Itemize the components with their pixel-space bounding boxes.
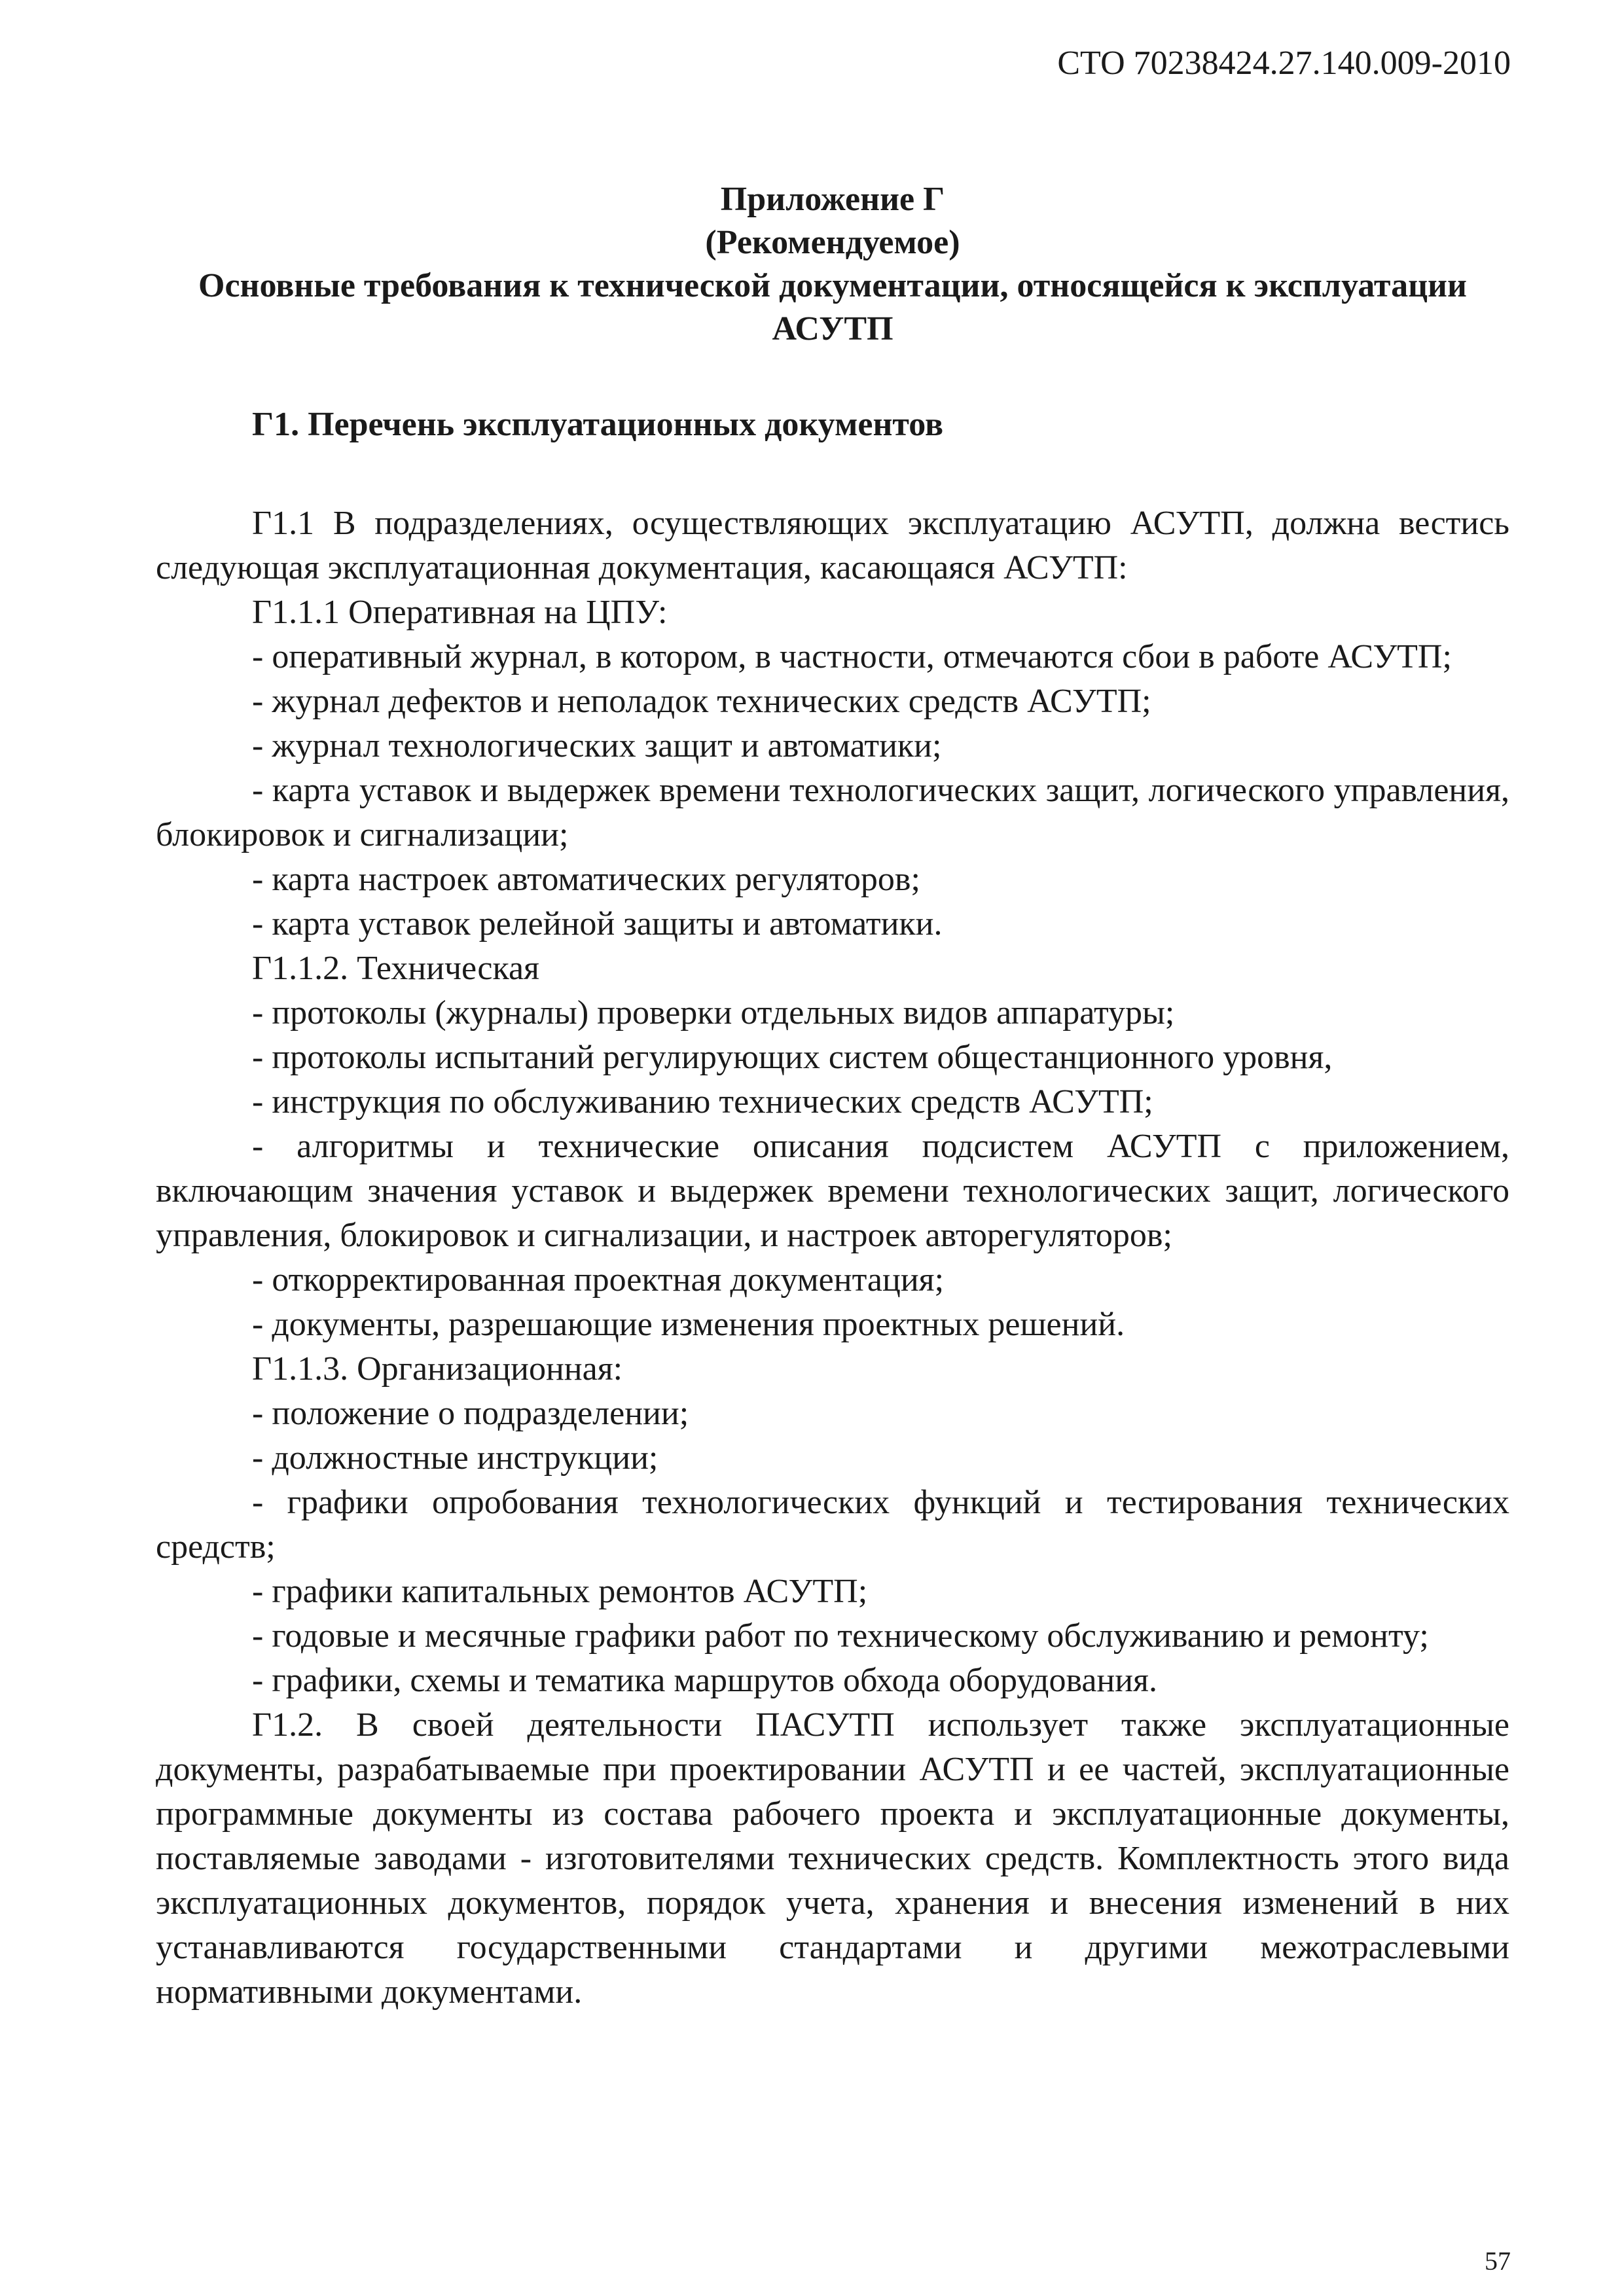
appendix-status: (Рекомендуемое) bbox=[705, 224, 960, 261]
appendix-title bbox=[156, 178, 1509, 351]
document-body bbox=[156, 403, 1509, 2015]
list-item: - журнал технологических защит и автоматики; bbox=[252, 727, 942, 764]
paragraph: Г1.1 В подразделениях, осуществляющих эксплуатацию АСУТП, должна вестись следующая эксплуатационная документация, касающаяся АСУТП: bbox=[156, 505, 1509, 586]
appendix-label: Приложение Г bbox=[720, 181, 945, 218]
document-code: СТО 70238424.27.140.009-2010 bbox=[1057, 45, 1511, 82]
list-item: - годовые и месячные графики работ по техническому обслуживанию и ремонту; bbox=[252, 1617, 1429, 1655]
list-item: - графики опробования технологических функций и тестирования технических средств; bbox=[156, 1484, 1509, 1566]
list-item: - документы, разрешающие изменения проектных решений. bbox=[252, 1306, 1125, 1343]
list-item: - должностные инструкции; bbox=[252, 1439, 659, 1477]
list-item: - алгоритмы и технические описания подсистем АСУТП с приложением, включающим значения уставок и выдержек времени технологических защит, логического управления, блокировок и сигнализации, и настроек авторегуляторов; bbox=[156, 1128, 1509, 1254]
subsection-heading: Г1.1.1 Оперативная на ЦПУ: bbox=[252, 594, 668, 631]
list-item: - карта уставок и выдержек времени технологических защит, логического управления, блокировок и сигнализации; bbox=[156, 772, 1509, 853]
list-item: - журнал дефектов и неполадок технических средств АСУТП; bbox=[252, 683, 1151, 720]
list-item: - графики, схемы и тематика маршрутов обхода оборудования. bbox=[252, 1662, 1157, 1699]
list-item: - инструкция по обслуживанию технических средств АСУТП; bbox=[252, 1083, 1153, 1121]
list-item: - протоколы испытаний регулирующих систем общестанционного уровня, bbox=[252, 1039, 1333, 1076]
list-item: - положение о подразделении; bbox=[252, 1395, 689, 1432]
section-heading: Г1. Перечень эксплуатационных документов bbox=[252, 406, 944, 443]
list-item: - карта уставок релейной защиты и автоматики. bbox=[252, 905, 943, 942]
appendix-heading: Основные требования к технической документации, относящейся к эксплуатации АСУТП bbox=[198, 267, 1467, 348]
subsection-heading: Г1.1.3. Организационная: bbox=[252, 1350, 623, 1388]
list-item: - откорректированная проектная документация; bbox=[252, 1261, 945, 1299]
subsection-heading: Г1.1.2. Техническая bbox=[252, 950, 539, 987]
list-item: - протоколы (журналы) проверки отдельных видов аппаратуры; bbox=[252, 994, 1175, 1031]
list-item: - карта настроек автоматических регуляторов; bbox=[252, 861, 920, 898]
list-item: - оперативный журнал, в котором, в частности, отмечаются сбои в работе АСУТП; bbox=[252, 638, 1452, 675]
paragraph: Г1.2. В своей деятельности ПАСУТП использует также эксплуатационные документы, разрабатываемые при проектировании АСУТП и ее частей, эксплуатационные программные документы из состава рабочего проекта и эксплуатационные документы, поставляемые заводами - изготовителями технических средств. Комплектность этого вида эксплуатационных документов, порядок учета, хранения и внесения изменений в них устанавливаются государственными стандартами и другими межотраслевыми нормативными документами. bbox=[156, 1706, 1509, 2011]
page-number: 57 bbox=[1485, 2246, 1511, 2276]
list-item: - графики капитальных ремонтов АСУТП; bbox=[252, 1573, 868, 1610]
